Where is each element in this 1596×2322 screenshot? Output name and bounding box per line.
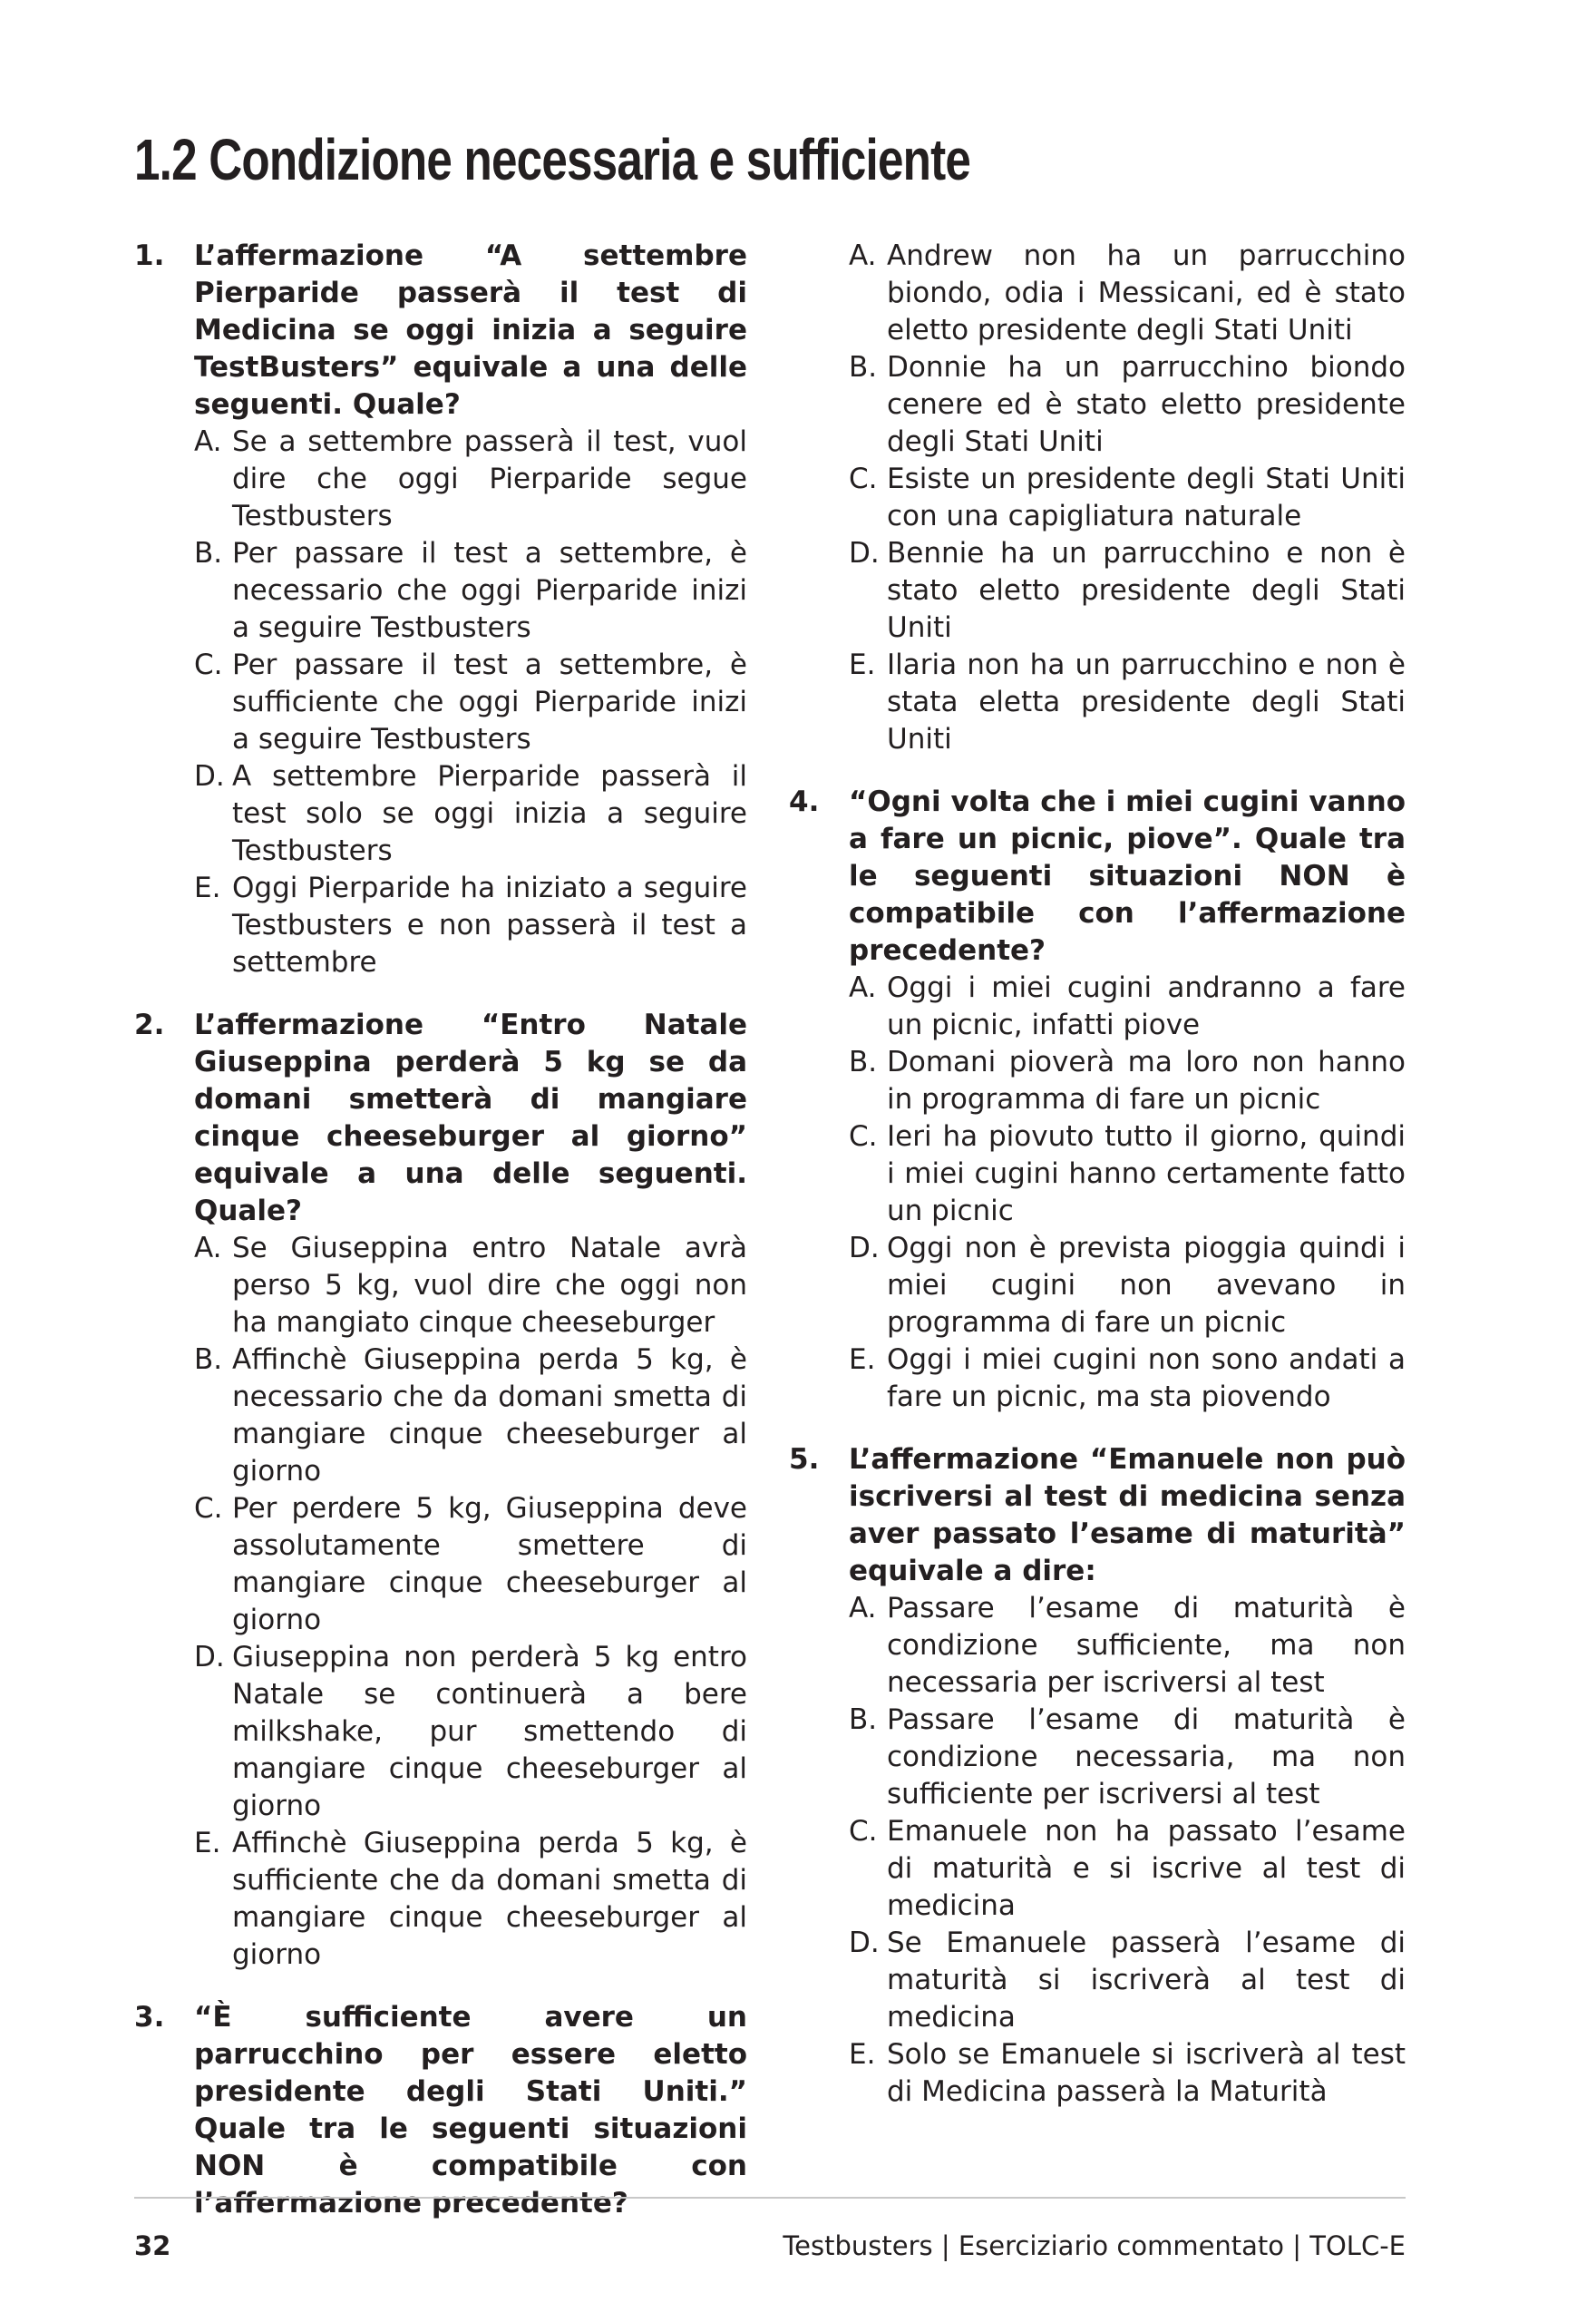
answer-option-e bbox=[849, 647, 1406, 758]
option-letter: D. bbox=[849, 537, 880, 570]
option-letter: C. bbox=[194, 1492, 223, 1525]
answer-options bbox=[849, 970, 1406, 1416]
answer-option-c bbox=[849, 461, 1406, 535]
option-letter: D. bbox=[194, 760, 225, 793]
answer-option-e bbox=[194, 870, 747, 981]
option-letter: D. bbox=[194, 1641, 225, 1673]
answer-option-b bbox=[849, 349, 1406, 461]
question-text: “Ogni volta che i miei cugini vanno a fare un picnic, piove”. Quale tra le seguenti situazioni NON è compatibile con l’affermazione precedente? bbox=[849, 785, 1406, 967]
question-4 bbox=[789, 784, 1406, 1416]
question-3-continued bbox=[789, 238, 1406, 758]
answer-option-b bbox=[194, 535, 747, 647]
question-text: L’affermazione “Entro Natale Giuseppina perderà 5 kg se da domani smetterà di mangiare cinque cheeseburger al giorno” equivale a una delle seguenti. Quale? bbox=[194, 1009, 747, 1227]
answer-option-b bbox=[849, 1044, 1406, 1118]
option-letter: C. bbox=[194, 649, 223, 681]
option-text: Se Emanuele passerà l’esame di maturità si iscriverà al test di medicina bbox=[887, 1927, 1406, 2034]
answer-option-b bbox=[194, 1341, 747, 1490]
option-text: Per perdere 5 kg, Giuseppina deve assolutamente smettere di mangiare cinque cheeseburger al giorno bbox=[232, 1492, 747, 1636]
answer-options bbox=[194, 424, 747, 981]
answer-option-e bbox=[849, 1341, 1406, 1416]
question-text: L’affermazione “Emanuele non può iscriversi al test di medicina senza aver passato l’esame di maturità” equivale a dire: bbox=[849, 1443, 1406, 1587]
option-letter: C. bbox=[849, 1120, 878, 1153]
option-letter: D. bbox=[849, 1232, 880, 1264]
option-text: Donnie ha un parrucchino biondo cenere ed è stato eletto presidente degli Stati Uniti bbox=[887, 351, 1406, 458]
option-text: Oggi i miei cugini andranno a fare un picnic, infatti piove bbox=[887, 971, 1406, 1041]
option-text: Oggi i miei cugini non sono andati a fare un picnic, ma sta piovendo bbox=[887, 1343, 1406, 1413]
answer-option-b bbox=[849, 1702, 1406, 1813]
option-text: Esiste un presidente degli Stati Uniti con una capigliatura naturale bbox=[887, 463, 1406, 532]
option-letter: E. bbox=[194, 872, 221, 904]
question-2 bbox=[134, 1007, 747, 1974]
answer-option-d bbox=[194, 758, 747, 870]
question-number: 3. bbox=[134, 2001, 165, 2034]
answer-option-c bbox=[849, 1118, 1406, 1230]
option-text: Ieri ha piovuto tutto il giorno, quindi i miei cugini hanno certamente fatto un picnic bbox=[887, 1120, 1406, 1227]
option-letter: D. bbox=[849, 1927, 880, 1959]
option-letter: A. bbox=[849, 971, 877, 1004]
option-text: A settembre Pierparide passerà il test solo se oggi inizia a seguire Testbusters bbox=[232, 760, 747, 867]
option-letter: B. bbox=[849, 1046, 878, 1078]
right-column bbox=[789, 238, 1406, 2136]
question-number: 2. bbox=[134, 1009, 165, 1041]
option-text: Passare l’esame di maturità è condizione necessaria, ma non sufficiente per iscriversi al test bbox=[887, 1703, 1406, 1810]
option-text: Per passare il test a settembre, è sufficiente che oggi Pierparide inizi a seguire Testbusters bbox=[232, 649, 747, 756]
option-letter: E. bbox=[194, 1827, 221, 1859]
option-text: Solo se Emanuele si iscriverà al test di Medicina passerà la Maturità bbox=[887, 2038, 1406, 2108]
option-text: Se Giuseppina entro Natale avrà perso 5 kg, vuol dire che oggi non ha mangiato cinque cheeseburger bbox=[232, 1232, 747, 1339]
answer-option-c bbox=[194, 1490, 747, 1639]
option-text: Oggi Pierparide ha iniziato a seguire Testbusters e non passerà il test a settembre bbox=[232, 872, 747, 979]
option-letter: C. bbox=[849, 463, 878, 495]
answer-option-d bbox=[849, 535, 1406, 647]
question-1 bbox=[134, 238, 747, 981]
option-text: Emanuele non ha passato l’esame di maturità e si iscrive al test di medicina bbox=[887, 1815, 1406, 1922]
option-text: Affinchè Giuseppina perda 5 kg, è sufficiente che da domani smetta di mangiare cinque cheeseburger al giorno bbox=[232, 1827, 747, 1971]
option-text: Andrew non ha un parrucchino biondo, odia i Messicani, ed è stato eletto presidente degli Stati Uniti bbox=[887, 239, 1406, 346]
question-text: L’affermazione “A settembre Pierparide passerà il test di Medicina se oggi inizia a seguire TestBusters” equivale a una delle seguenti. Quale? bbox=[194, 239, 747, 421]
option-text: Affinchè Giuseppina perda 5 kg, è necessario che da domani smetta di mangiare cinque cheeseburger al giorno bbox=[232, 1343, 747, 1488]
option-text: Bennie ha un parrucchino e non è stato eletto presidente degli Stati Uniti bbox=[887, 537, 1406, 644]
answer-option-e bbox=[194, 1825, 747, 1974]
answer-option-a bbox=[849, 238, 1406, 349]
option-letter: E. bbox=[849, 649, 876, 681]
answer-option-d bbox=[849, 1925, 1406, 2036]
answer-option-e bbox=[849, 2036, 1406, 2111]
option-letter: A. bbox=[849, 239, 877, 272]
option-letter: B. bbox=[194, 537, 223, 570]
option-letter: B. bbox=[849, 351, 878, 384]
page-number: 32 bbox=[134, 2230, 171, 2261]
option-text: Ilaria non ha un parrucchino e non è stata eletta presidente degli Stati Uniti bbox=[887, 649, 1406, 756]
answer-option-d bbox=[849, 1230, 1406, 1341]
left-column bbox=[134, 238, 747, 2248]
answer-option-a bbox=[194, 1230, 747, 1341]
answer-option-c bbox=[194, 647, 747, 758]
running-footer: Testbusters | Eserciziario commentato | TOLC-E bbox=[783, 2230, 1406, 2261]
option-letter: E. bbox=[849, 2038, 876, 2071]
answer-option-c bbox=[849, 1813, 1406, 1925]
option-letter: C. bbox=[849, 1815, 878, 1848]
option-text: Se a settembre passerà il test, vuol dire che oggi Pierparide segue Testbusters bbox=[232, 425, 747, 532]
option-text: Per passare il test a settembre, è necessario che oggi Pierparide inizi a seguire Testbusters bbox=[232, 537, 747, 644]
question-3 bbox=[134, 1999, 747, 2222]
answer-options bbox=[849, 1590, 1406, 2111]
option-letter: A. bbox=[194, 425, 222, 458]
answer-option-a bbox=[194, 424, 747, 535]
page-title: 1.2 Condizione necessaria e sufficiente bbox=[134, 127, 971, 192]
answer-option-a bbox=[849, 970, 1406, 1044]
answer-options bbox=[849, 238, 1406, 758]
option-text: Oggi non è prevista pioggia quindi i miei cugini non avevano in programma di fare un picnic bbox=[887, 1232, 1406, 1339]
option-letter: B. bbox=[194, 1343, 223, 1376]
answer-option-a bbox=[849, 1590, 1406, 1702]
option-letter: B. bbox=[849, 1703, 878, 1736]
question-number: 4. bbox=[789, 785, 820, 818]
question-number: 5. bbox=[789, 1443, 820, 1476]
answer-options bbox=[194, 1230, 747, 1974]
option-text: Domani pioverà ma loro non hanno in programma di fare un picnic bbox=[887, 1046, 1406, 1116]
question-5 bbox=[789, 1441, 1406, 2111]
answer-option-d bbox=[194, 1639, 747, 1825]
question-number: 1. bbox=[134, 239, 165, 272]
option-letter: A. bbox=[194, 1232, 222, 1264]
option-text: Giuseppina non perderà 5 kg entro Natale se continuerà a bere milkshake, pur smettendo di mangiare cinque cheeseburger al giorno bbox=[232, 1641, 747, 1822]
footer-divider bbox=[134, 2197, 1406, 2199]
option-letter: E. bbox=[849, 1343, 876, 1376]
option-text: Passare l’esame di maturità è condizione sufficiente, ma non necessaria per iscriversi al test bbox=[887, 1592, 1406, 1699]
question-text: “È sufficiente avere un parrucchino per essere eletto presidente degli Stati Uniti.” Quale tra le seguenti situazioni NON è compatibile con l’affermazione precedente? bbox=[194, 2001, 747, 2220]
option-letter: A. bbox=[849, 1592, 877, 1624]
